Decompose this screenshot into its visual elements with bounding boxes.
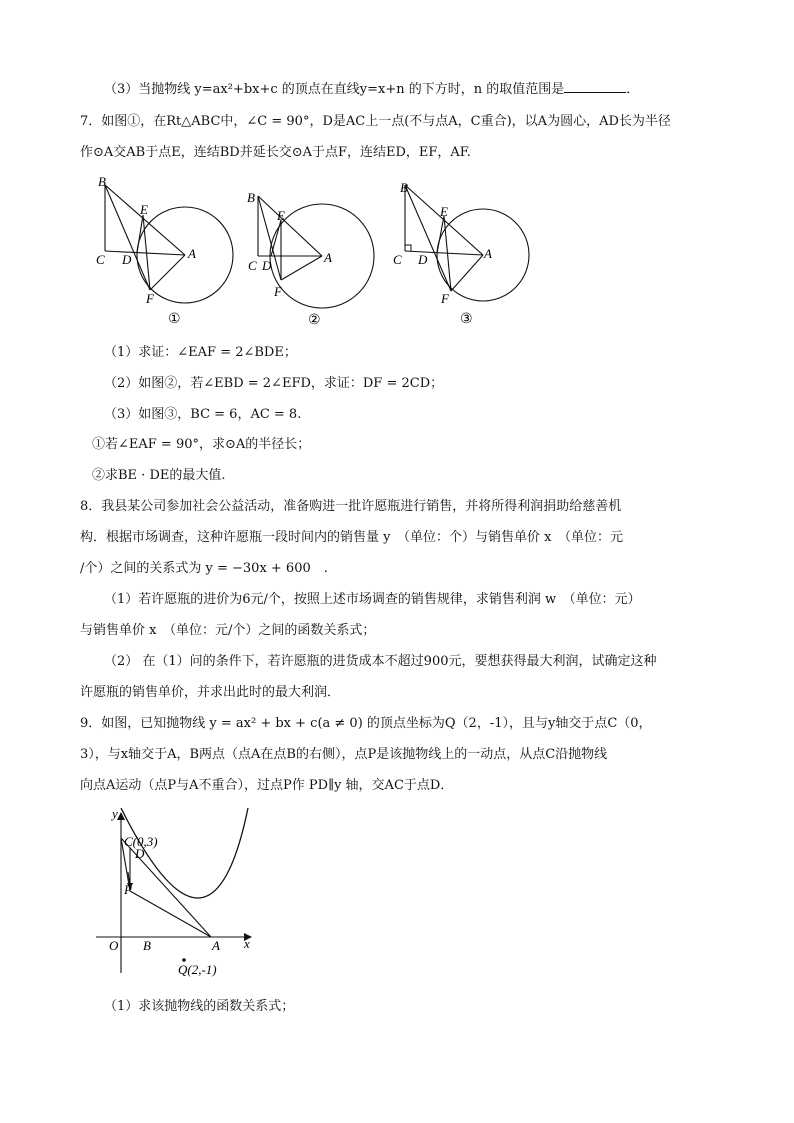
label-Q: Q(2,-1) <box>178 962 217 977</box>
label-B: B <box>143 938 151 953</box>
q6-part3 <box>104 80 639 100</box>
label-C: C <box>96 252 105 267</box>
label-F: F <box>274 284 282 299</box>
q8-part2-b: 许愿瓶的销售单价，并求出此时的最大利润． <box>80 685 341 700</box>
label-x-axis: x <box>244 936 250 951</box>
q7-part3-sub2: ②求BE · DE的最大值. <box>92 468 226 483</box>
q9-line1: 9．如图，已知抛物线 y = ax² + bx + c(a ≠ 0) 的顶点坐标为Q（2，-1），且与y轴交于点C（0， <box>80 716 652 731</box>
label-C: C <box>248 258 257 273</box>
figure-caption: ② <box>308 313 321 328</box>
q7-figure-1 <box>88 170 238 330</box>
label-E: E <box>277 208 285 223</box>
q9-line2: 3），与x轴交于A，B两点（点A在点B的右侧），点P是该抛物线上的一动点，从点C沿抛物线 <box>80 747 608 762</box>
label-A: A <box>188 246 196 261</box>
q6-part3-text: （3）当抛物线 y=ax²+bx+c 的顶点在直线y=x+n 的下方时，n 的取值范围是 <box>104 82 565 97</box>
label-D: D <box>418 252 428 267</box>
q6-part3-tail: ． <box>626 82 640 97</box>
label-B: B <box>247 190 255 205</box>
label-P: P <box>124 882 132 897</box>
figure-caption: ① <box>168 312 181 327</box>
label-A: A <box>484 246 492 261</box>
figure-caption: ③ <box>460 312 473 327</box>
q8-line2: 构．根据市场调查，这种许愿瓶一段时间内的销售量 y （单位：个）与销售单价 x （单位：元 <box>80 530 623 545</box>
label-C: C <box>393 252 402 267</box>
label-D: D <box>135 846 145 861</box>
label-F: F <box>146 291 154 306</box>
label-B: B <box>98 174 106 189</box>
answer-blank <box>564 80 626 93</box>
q7-part2: （2）如图②，若∠EBD = 2∠EFD，求证：DF = 2CD； <box>104 376 444 391</box>
label-A: A <box>324 250 332 265</box>
label-D: D <box>122 252 132 267</box>
q8-part1-b: 与销售单价 x （单位：元/个）之间的函数关系式； <box>80 623 376 638</box>
q9-parabola-graph <box>92 808 262 988</box>
q8-line1: 8．我县某公司参加社会公益活动，准备购进一批许愿瓶进行销售，并将所得利润捐助给慈善机 <box>80 499 622 514</box>
q9-line3: 向点A运动（点P与A不重合），过点P作 PD∥y 轴，交AC于点D． <box>80 778 454 793</box>
label-E: E <box>440 204 448 219</box>
label-y-axis: y <box>112 808 118 821</box>
label-B: B <box>400 180 408 195</box>
q7-line1: 7．如图①，在Rt△ABC中，∠C = 90°，D是AC上一点(不与点A，C重合)，以A为圆心，AD长为半径 <box>80 114 671 129</box>
q7-figure-3 <box>388 170 538 330</box>
q7-part3-sub1: ①若∠EAF = 90°，求⊙A的半径长； <box>92 437 311 452</box>
label-C: C(0,3) <box>124 834 158 849</box>
label-O: O <box>109 938 119 953</box>
q7-part3: （3）如图③，BC = 6，AC = 8. <box>104 407 302 422</box>
q8-line3: /个）之间的关系式为 y = −30x + 600 . <box>80 561 328 576</box>
label-A: A <box>212 938 220 953</box>
q8-part2-a: （2） 在（1）问的条件下，若许愿瓶的进货成本不超过900元，要想获得最大利润，试确定这种 <box>104 654 657 669</box>
q7-part1: （1）求证：∠EAF = 2∠BDE； <box>104 345 297 360</box>
q9-part1: （1）求该抛物线的函数关系式； <box>104 999 295 1014</box>
label-E: E <box>140 202 148 217</box>
q7-figure-2 <box>236 180 386 340</box>
q7-line2: 作⊙A交AB于点E，连结BD并延长交⊙A于点F，连结ED，EF，AF. <box>80 145 471 160</box>
q8-part1-a: （1）若许愿瓶的进价为6元/个，按照上述市场调查的销售规律，求销售利润 w （单位：元） <box>104 592 641 607</box>
label-F: F <box>441 291 449 306</box>
label-D: D <box>262 258 272 273</box>
